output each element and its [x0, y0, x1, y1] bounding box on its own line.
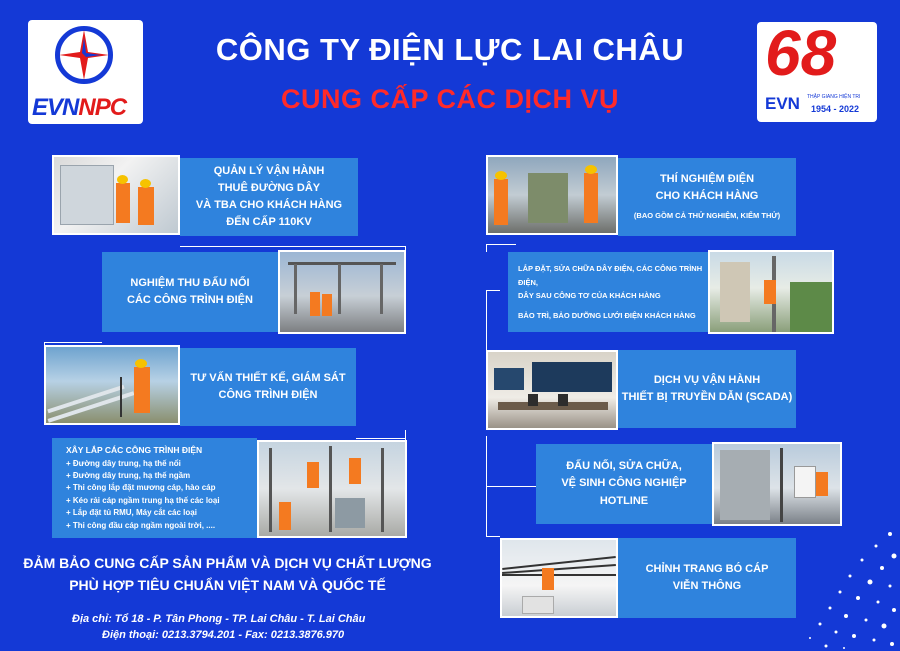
testing-photo	[488, 157, 616, 233]
connector-line	[486, 244, 487, 252]
scada-photo	[488, 352, 616, 428]
service-box-scada: DỊCH VỤ VẬN HÀNH THIẾT BỊ TRUYỀN DẪN (SCADA)	[618, 350, 796, 428]
connector-line	[180, 246, 406, 247]
connector-line	[44, 342, 102, 343]
service-box-installation: LẮP ĐẶT, SỬA CHỮA DÂY ĐIỆN, CÁC CÔNG TRÌNH ĐIỆN, DÂY SAU CÔNG TƠ CỦA KHÁCH HÀNG BẢO TRÌ, BẢO DƯỠNG LƯỚI ĐIỆN KHÁCH HÀNG	[508, 252, 708, 332]
anniversary-brand: EVN	[765, 94, 800, 113]
service-box-telecom: CHỈNH TRANG BÓ CÁP VIỄN THÔNG	[618, 538, 796, 618]
installation-photo	[710, 252, 832, 332]
construction-bullet: + Kéo rải cáp ngầm trung hạ thế các loại	[66, 495, 220, 505]
construction-bullet: + Đường dây trung, hạ thế nổi	[66, 458, 181, 468]
anniversary-years: 1954 - 2022	[811, 104, 860, 114]
service-box-testing: THÍ NGHIỆM ĐIỆN CHO KHÁCH HÀNG (BAO GỒM CẢ THỬ NGHIỆM, KIỂM THỬ)	[618, 158, 796, 236]
connector-line	[405, 430, 406, 440]
substation-photo	[280, 252, 404, 332]
contact-address: Địa chỉ: Tổ 18 - P. Tân Phong - TP. Lai Châu - T. Lai Châu	[72, 613, 366, 625]
services-subtitle: CUNG CẤP CÁC DỊCH VỤ	[280, 84, 620, 114]
evn-brand-text: EVNNPC	[32, 94, 127, 121]
construction-heading: XÂY LẮP CÁC CÔNG TRÌNH ĐIỆN	[66, 445, 203, 456]
service-photo-card	[486, 155, 618, 235]
quality-line-2: PHÙ HỢP TIÊU CHUẨN VIỆT NAM VÀ QUỐC TẾ	[69, 577, 386, 593]
connector-line	[486, 290, 500, 291]
connector-line	[486, 290, 487, 350]
service-photo-card	[500, 538, 618, 618]
construction-bullet: + Lắp đặt tủ RMU, Máy cắt các loại	[66, 508, 197, 518]
construction-bullet: + Đường dây trung, hạ thế ngầm	[66, 471, 191, 481]
service-photo-card	[278, 250, 406, 334]
service-box-acceptance: NGHIỆM THU ĐẤU NỐI CÁC CÔNG TRÌNH ĐIỆN	[102, 252, 278, 332]
connector-line	[486, 486, 536, 487]
service-box-consulting: TƯ VẤN THIẾT KẾ, GIÁM SÁT CÔNG TRÌNH ĐIỆN	[180, 348, 356, 426]
consulting-photo	[46, 347, 178, 423]
anniversary-number: 68	[765, 17, 837, 89]
operation-photo	[54, 157, 178, 233]
anniversary-tagline: THẬP GIANG HIỆN TRI	[807, 94, 861, 100]
service-photo-card	[486, 350, 618, 430]
hotline-photo	[714, 444, 840, 524]
service-photo-card	[708, 250, 834, 334]
service-box-hotline: ĐẤU NỐI, SỬA CHỮA, VỆ SINH CÔNG NGHIỆP HOTLINE	[536, 444, 712, 524]
contact-phone: Điện thoại: 0213.3794.201 - Fax: 0213.3876.970	[102, 629, 345, 641]
service-box-operation: QUẢN LÝ VẬN HÀNH THUÊ ĐƯỜNG DÂY VÀ TBA CHO KHÁCH HÀNG ĐẾN CẤP 110KV	[180, 158, 358, 236]
company-title: CÔNG TY ĐIỆN LỰC LAI CHÂU	[215, 32, 685, 67]
connector-line	[356, 438, 406, 439]
service-photo-card	[52, 155, 180, 235]
quality-line-1: ĐẢM BẢO CUNG CẤP SẢN PHẨM VÀ DỊCH VỤ CHẤT LƯỢNG	[23, 555, 432, 571]
service-photo-card	[257, 440, 407, 538]
construction-bullet: + Thi công đầu cáp ngầm ngoài trời, ....	[66, 520, 216, 530]
connector-line	[486, 244, 516, 245]
sparkle-decoration-icon	[790, 526, 900, 651]
construction-bullet: + Thi công lắp đặt mương cáp, hào cáp	[66, 483, 216, 493]
service-photo-card	[44, 345, 180, 425]
connector-line	[486, 536, 500, 537]
service-box-construction	[52, 438, 257, 538]
telecom-photo	[502, 540, 616, 616]
construction-photo	[259, 442, 405, 536]
service-photo-card	[712, 442, 842, 526]
